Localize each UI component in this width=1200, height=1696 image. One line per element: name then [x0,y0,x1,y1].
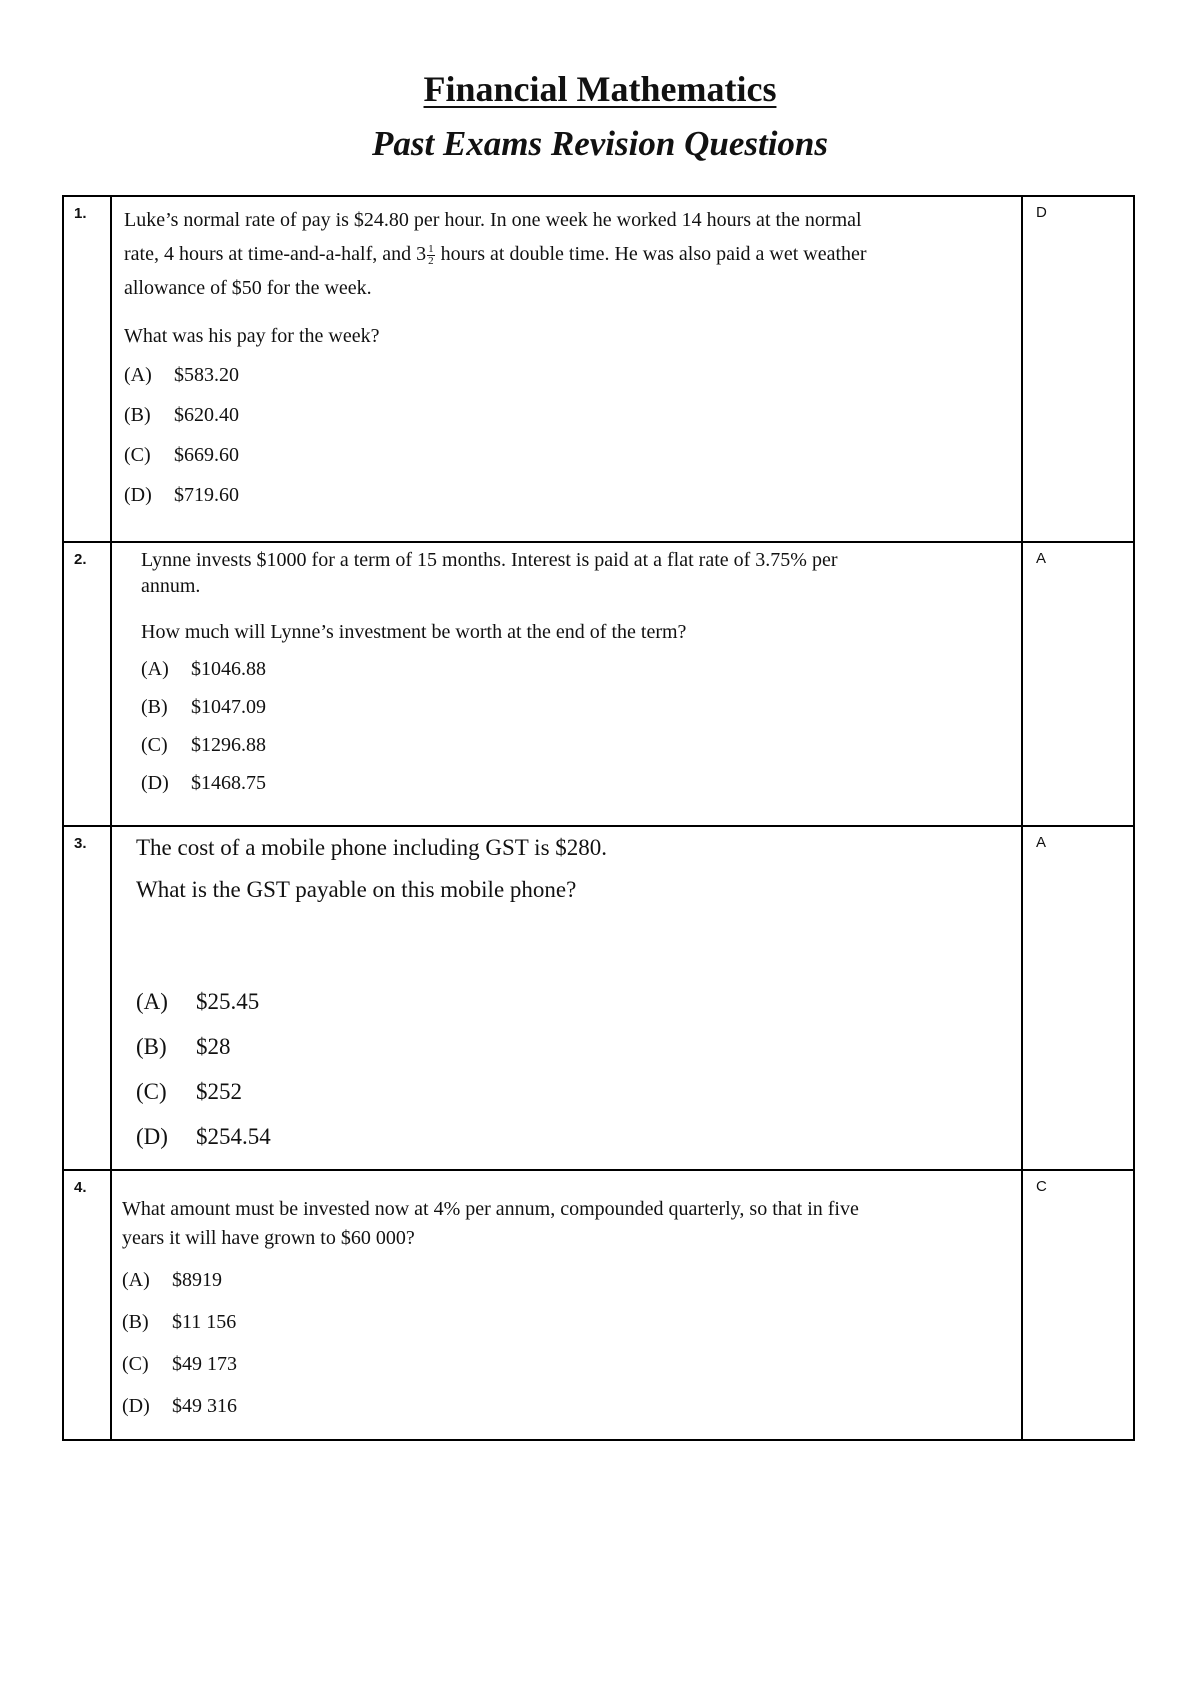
page-title: Financial Mathematics [423,69,777,109]
answer-cell: A [1022,542,1134,826]
question-content [111,196,1022,542]
question-text: Lynne invests $1000 for a term of 15 months. Interest is paid at a flat rate of 3.75% per annum. [141,549,838,597]
question-text: What amount must be invested now at 4% per annum, compounded quarterly, so that in five years it will have grown to $60 000? [122,1198,859,1249]
question-content [111,542,1022,826]
question-number: 1. [63,196,111,542]
options-list [136,989,1021,1169]
option-c: (C) $252 [136,1079,242,1104]
option-d: (D) $1468.75 [141,772,266,794]
question-prompt: What was his pay for the week? [124,325,380,347]
option-c: (C) $1296.88 [141,734,266,756]
answer-cell: A [1022,826,1134,1170]
answer-cell: C [1022,1170,1134,1440]
option-c: (C) $49 173 [122,1353,237,1375]
answer-cell: D [1022,196,1134,542]
question-prompt: What is the GST payable on this mobile phone? [136,877,577,902]
question-row [63,1170,1134,1440]
questions-table [62,195,1135,1441]
question-number: 2. [63,542,111,826]
option-a: (A) $583.20 [124,364,239,386]
question-text: The cost of a mobile phone including GST is $280. [136,835,608,860]
options-list [122,1269,1021,1431]
question-row [63,826,1134,1170]
options-list [124,364,1021,524]
option-d: (D) $719.60 [124,484,239,506]
question-number: 4. [63,1170,111,1440]
option-a: (A) $8919 [122,1269,222,1291]
question-row [63,196,1134,542]
option-c: (C) $669.60 [124,444,239,466]
question-text: Luke’s normal rate of pay is $24.80 per hour. In one week he worked 14 hours at the normal rate, 4 hours at time-and-a-half, and 3 $\frac{1}{2}$ hours at double time. He was also paid a wet weather allowance of $50 for the week. [124,209,867,299]
option-b: (B) $620.40 [124,404,239,426]
option-b: (B) $1047.09 [141,696,266,718]
option-a: (A) $25.45 [136,989,260,1014]
option-a: (A) $1046.88 [141,658,266,680]
question-number: 3. [63,826,111,1170]
question-prompt: How much will Lynne’s investment be worth at the end of the term? [141,621,687,643]
question-content [111,1170,1022,1440]
fraction: $\frac{1}{2}$ [428,242,434,267]
option-d: (D) $49 316 [122,1395,237,1417]
option-d: (D) $254.54 [136,1124,271,1149]
page-subtitle: Past Exams Revision Questions [371,124,829,163]
option-b: (B) $28 [136,1034,231,1059]
option-b: (B) $11 156 [122,1311,237,1333]
options-list [141,658,1021,810]
question-row [63,542,1134,826]
question-content [111,826,1022,1170]
